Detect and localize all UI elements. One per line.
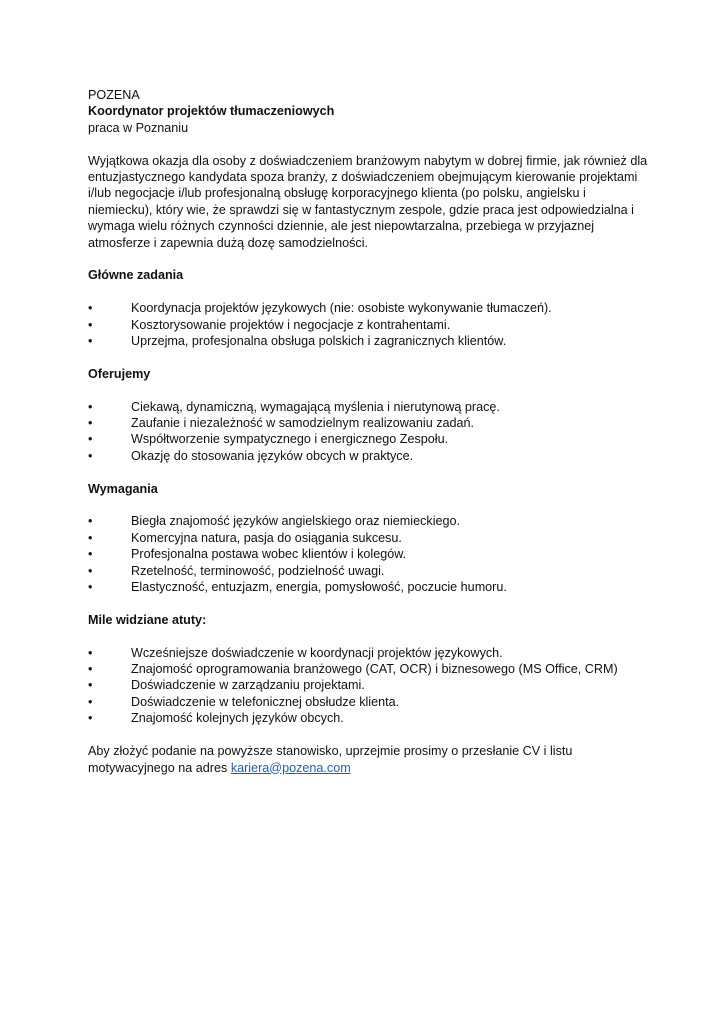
list-item xyxy=(88,710,648,726)
section-heading-requirements: Wymagania xyxy=(88,481,158,496)
list-item xyxy=(88,399,648,415)
spacer xyxy=(88,136,648,152)
list-item-text: Elastyczność, entuzjazm, energia, pomysłowość, poczucie humoru. xyxy=(131,580,507,595)
list-item xyxy=(88,694,648,710)
list-item-text: Koordynacja projektów językowych (nie: osobiste wykonywanie tłumaczeń). xyxy=(131,301,552,316)
list-item xyxy=(88,317,648,333)
intro-line: niemiecku), który wie, że sprawdzi się w fantastycznym zespole, gdzie praca jest odpowiedzialna i xyxy=(88,202,634,217)
job-title: Koordynator projektów tłumaczeniowych xyxy=(88,104,335,119)
bullet-icon: • xyxy=(88,530,93,545)
section-heading-tasks: Główne zadania xyxy=(88,268,184,283)
closing-line: Aby złożyć podanie na powyższe stanowisko, uprzejmie prosimy o przesłanie CV i listu xyxy=(88,744,573,759)
list-item xyxy=(88,333,648,349)
company-name: POZENA xyxy=(88,88,140,102)
list-item-text: Profesjonalna postawa wobec klientów i kolegów. xyxy=(131,547,407,562)
bullet-icon: • xyxy=(88,334,93,349)
intro-line: i/lub negocjacje i/lub profesjonalną obsługę korporacyjnego klienta (po polsku, angielsku i xyxy=(88,186,586,201)
list-item xyxy=(88,530,648,546)
list-item xyxy=(88,645,648,661)
list-item-text: Biegła znajomość języków angielskiego oraz niemieckiego. xyxy=(131,514,461,529)
list-item xyxy=(88,431,648,447)
intro-line: atmosferze i zapewnia dużą dozę samodzielności. xyxy=(88,235,369,250)
bullet-icon: • xyxy=(88,694,93,709)
list-item-text: Doświadczenie w telefonicznej obsłudze klienta. xyxy=(131,694,400,709)
list-item xyxy=(88,677,648,693)
section-heading-nice-to-have: Mile widziane atuty: xyxy=(88,612,207,627)
list-item-text: Zaufanie i niezależność w samodzielnym realizowaniu zadań. xyxy=(131,416,475,431)
list-item-text: Wcześniejsze doświadczenie w koordynacji projektów językowych. xyxy=(131,645,503,660)
spacer xyxy=(88,497,648,513)
list-item-text: Ciekawą, dynamiczną, wymagającą myślenia i nierutynową pracę. xyxy=(131,399,500,414)
section-heading-offer: Oferujemy xyxy=(88,366,151,381)
bullet-icon: • xyxy=(88,563,93,578)
list-item-text: Rzetelność, terminowość, podzielność uwagi. xyxy=(131,563,385,578)
list-item xyxy=(88,563,648,579)
list-item-text: Okazję do stosowania języków obcych w praktyce. xyxy=(131,448,414,463)
spacer xyxy=(88,284,648,300)
closing-line xyxy=(88,760,648,776)
bullet-icon: • xyxy=(88,711,93,726)
bullet-icon: • xyxy=(88,301,93,316)
list-item xyxy=(88,300,648,316)
spacer xyxy=(88,727,648,743)
list-item xyxy=(88,513,648,529)
list-item xyxy=(88,661,648,677)
list-item-text: Komercyjna natura, pasja do osiągania sukcesu. xyxy=(131,530,402,545)
bullet-icon: • xyxy=(88,317,93,332)
list-item xyxy=(88,579,648,595)
spacer xyxy=(88,349,648,365)
bullet-icon: • xyxy=(88,678,93,693)
spacer xyxy=(88,251,648,267)
bullet-icon: • xyxy=(88,514,93,529)
tasks-list xyxy=(88,300,648,349)
list-item-text: Uprzejma, profesjonalna obsługa polskich i zagranicznych klientów. xyxy=(131,334,507,349)
list-item xyxy=(88,448,648,464)
requirements-list xyxy=(88,513,648,595)
spacer xyxy=(88,595,648,611)
bullet-icon: • xyxy=(88,448,93,463)
spacer xyxy=(88,382,648,398)
list-item-text: Znajomość oprogramowania branżowego (CAT, OCR) i biznesowego (MS Office, CRM) xyxy=(131,662,618,677)
bullet-icon: • xyxy=(88,416,93,431)
nice-to-have-list xyxy=(88,645,648,727)
list-item xyxy=(88,415,648,431)
bullet-icon: • xyxy=(88,547,93,562)
spacer xyxy=(88,628,648,644)
offer-list xyxy=(88,399,648,465)
email-link[interactable]: kariera@pozena.com xyxy=(230,760,351,775)
intro-line: wymaga wielu różnych czynności dziennie, ale jest niepowtarzalna, przebiega w przyjaznej xyxy=(88,219,595,234)
list-item-text: Doświadczenie w zarządzaniu projektami. xyxy=(131,678,365,693)
job-location: praca w Poznaniu xyxy=(88,120,189,135)
list-item xyxy=(88,546,648,562)
closing-line-prefix: motywacyjnego na adres xyxy=(88,760,231,775)
intro-line: entuzjastycznego kandydata spoza branży, z doświadczeniem obejmującym kierowanie projektami xyxy=(88,170,638,185)
bullet-icon: • xyxy=(88,580,93,595)
bullet-icon: • xyxy=(88,645,93,660)
list-item-text: Współtworzenie sympatycznego i energicznego Zespołu. xyxy=(131,432,449,447)
intro-line: Wyjątkowa okazja dla osoby z doświadczeniem branżowym nabytym w dobrej firmie, jak również dla xyxy=(88,153,648,168)
list-item-text: Znajomość kolejnych języków obcych. xyxy=(131,711,344,726)
bullet-icon: • xyxy=(88,432,93,447)
list-item-text: Kosztorysowanie projektów i negocjacje z kontrahentami. xyxy=(131,317,451,332)
document-content xyxy=(88,87,648,776)
bullet-icon: • xyxy=(88,662,93,677)
bullet-icon: • xyxy=(88,399,93,414)
spacer xyxy=(88,464,648,480)
closing-paragraph xyxy=(88,743,648,776)
intro-paragraph xyxy=(88,153,648,251)
